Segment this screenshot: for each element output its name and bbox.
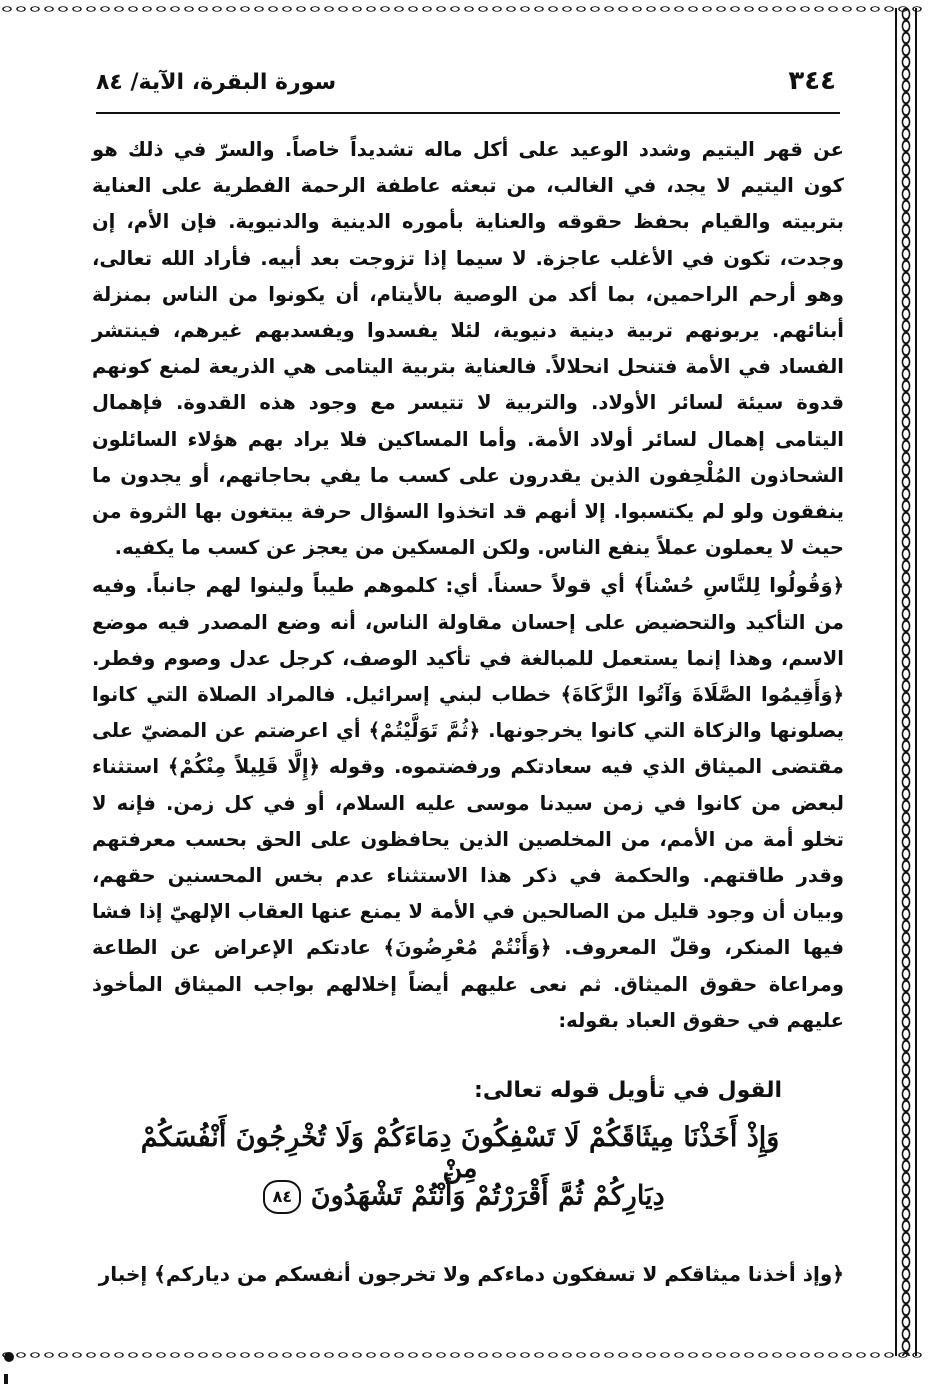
header-rule bbox=[96, 112, 840, 114]
border-end-dot bbox=[4, 1352, 14, 1362]
bottom-ornamental-border bbox=[0, 1350, 922, 1364]
paragraph-2: ﴿وَقُولُوا لِلنَّاسِ حُسْناً﴾ أي قولاً حسناً. أي: كلموهم طيباً ولينوا لهم جانباً. وفيه من التأكيد والتحضيض على إحسان مقاولة الناس، أنه وضع المصدر فيه موضع الاسم، وهذا إنما يستعمل للمبالغة في تأكيد الوصف، كرجل عدل وصوم وفطر. ﴿وَأَقِيمُوا الصَّلَاةَ وَآتُوا الزَّكَاةَ﴾ خطاب لبني إسرائيل. فالمراد الصلاة التي كانوا يصلونها والزكاة التي كانوا يخرجونها. ﴿ثُمَّ تَوَلَّيْتُمْ﴾ أي اعرضتم عن المضيّ على مقتضى الميثاق الذي فيه سعادتكم ورفضتموه. وقوله ﴿إِلَّا قَلِيلاً مِنْكُمْ﴾ استثناء لبعض من كانوا في زمن سيدنا موسى عليه السلام، أو في كل زمن. فإنه لا تخلو أمة من الأمم، من المخلصين الذين يحافظون على الحق بحسب معرفتهم وقدر طاقتهم. والحكمة في ذكر هذا الاستثناء عدم بخس المحسنين حقهم، وبيان أن وجود قليل من الصالحين في الأمة لا يمنع عنها العقاب الإلهيّ إذا فشا فيها المنكر، وقلّ المعروف. ﴿وَأَنْتُمْ مُعْرِضُونَ﴾ عادتكم الإعراض عن الطاعة ومراعاة حقوق الميثاق. ثم نعى عليهم أيضاً إخلالهم بواجب الميثاق المأخوذ عليهم في حقوق العباد بقوله: bbox=[92, 574, 844, 1032]
top-ornamental-border bbox=[0, 4, 922, 18]
right-ornamental-border bbox=[895, 8, 917, 1356]
ayah-number-marker: ٨٤ bbox=[263, 1180, 301, 1214]
commentary-line: ﴿وإذ أخذنا ميثاقكم لا تسفكون دماءكم ولا تخرجون أنفسكم من دياركم﴾ إخبار bbox=[98, 1262, 844, 1286]
page-header bbox=[96, 66, 836, 106]
running-title: سورة البقرة، الآية/ ٨٤ bbox=[96, 70, 337, 95]
section-heading: القول في تأويل قوله تعالى: bbox=[474, 1078, 782, 1103]
quran-verse-line-2 bbox=[120, 1180, 800, 1214]
body-text bbox=[92, 132, 844, 1039]
page-number: ٣٤٤ bbox=[788, 66, 836, 96]
quran-verse-text: دِيَارِكُمْ ثُمَّ أَقْرَرْتُمْ وَأَنْتُمْ تَشْهَدُونَ bbox=[310, 1180, 665, 1212]
quran-verse-line-1: وَإِذْ أَخَذْنَا مِيثَاقَكُمْ لَا تَسْفِكُونَ دِمَاءَكُمْ وَلَا تُخْرِجُونَ أَنْفُسَكُمْ مِنْ bbox=[140, 1122, 780, 1184]
scan-corner-mark bbox=[4, 1374, 8, 1384]
paragraph-1: عن قهر اليتيم وشدد الوعيد على أكل ماله تشديداً خاصاً. والسرّ في ذلك هو كون اليتيم لا يجد، في الغالب، من تبعثه عاطفة الرحمة الفطرية على العناية بتربيته والقيام بحفظ حقوقه والعناية بأموره الدينية والدنيوية. فإن الأم، إن وجدت، تكون في الأغلب عاجزة. لا سيما إذا تزوجت بعد أبيه. فأراد الله تعالى، وهو أرحم الراحمين، بما أكد من الوصية بالأيتام، أن يكونوا من الناس بمنزلة أبنائهم. يربونهم تربية دينية دنيوية، لئلا يفسدوا ويفسدبهم غيرهم، فينتشر الفساد في الأمة فتنحل انحلالاً. فالعناية بتربية اليتامى هي الذريعة لمنع كونهم قدوة سيئة لسائر الأولاد. والتربية لا تتيسر مع وجود هذه القدوة. فإهمال اليتامى إهمال لسائر أولاد الأمة. وأما المساكين فلا يراد بهم هؤلاء السائلون الشحاذون المُلْحِفون الذين يقدرون على كسب ما يفي بحاجاتهم، أو يجدون ما ينفقون ولو لم يكتسبوا. إلا أنهم قد اتخذوا السؤال حرفة يبتغون بها الثروة من حيث لا يعملون عملاً ينفع الناس. ولكن المسكين من يعجز عن كسب ما يكفيه. bbox=[92, 138, 844, 560]
